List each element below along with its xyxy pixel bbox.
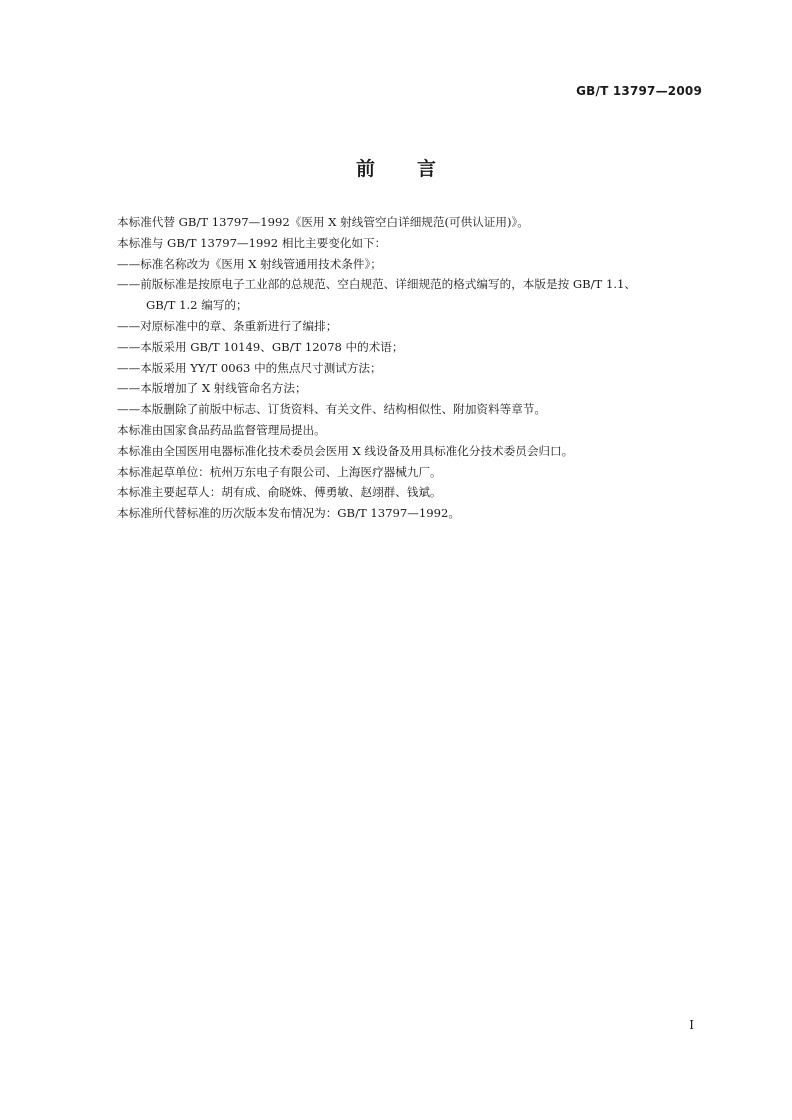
standard-code: GB/T 13797—2009 [576,84,702,98]
foreword-line: ——本版删除了前版中标志、订货资料、有关文件、结构相似性、附加资料等章节。 [117,402,546,417]
foreword-line: ——本版采用 YY/T 0063 中的焦点尺寸测试方法； [117,360,382,375]
foreword-body [117,212,717,524]
foreword-line: ——本版增加了 X 射线管命名方法； [117,381,307,396]
foreword-line: ——前版标准是按原电子工业部的总规范、空白规范、详细规范的格式编写的，本版是按 GB/T 1.1、 [117,277,636,292]
page-number: I [689,1018,694,1032]
foreword-line: 本标准由国家食品药品监督管理局提出。 [117,422,326,437]
foreword-line: 本标准由全国医用电器标准化技术委员会医用 X 线设备及用具标准化分技术委员会归口。 [117,443,574,458]
foreword-line: 本标准代替 GB/T 13797—1992《医用 X 射线管空白详细规范(可供认证用)》。 [117,215,529,229]
foreword-line: 本标准起草单位：杭州万东电子有限公司、上海医疗器械九厂。 [117,464,442,479]
foreword-line: GB/T 1.2 编写的； [146,298,248,313]
foreword-line: 本标准主要起草人：胡有成、俞晓姝、傅勇敏、赵翊群、钱斌。 [117,485,442,500]
page-title: 前言 [355,158,478,180]
foreword-line: ——标准名称改为《医用 X 射线管通用技术条件》； [117,256,382,271]
foreword-line: 本标准与 GB/T 13797—1992 相比主要变化如下： [117,235,387,250]
foreword-line: ——对原标准中的章、条重新进行了编排； [117,318,338,333]
foreword-line: 本标准所代替标准的历次版本发布情况为：GB/T 13797—1992。 [117,506,460,521]
foreword-line: ——本版采用 GB/T 10149、GB/T 12078 中的术语； [117,339,404,354]
